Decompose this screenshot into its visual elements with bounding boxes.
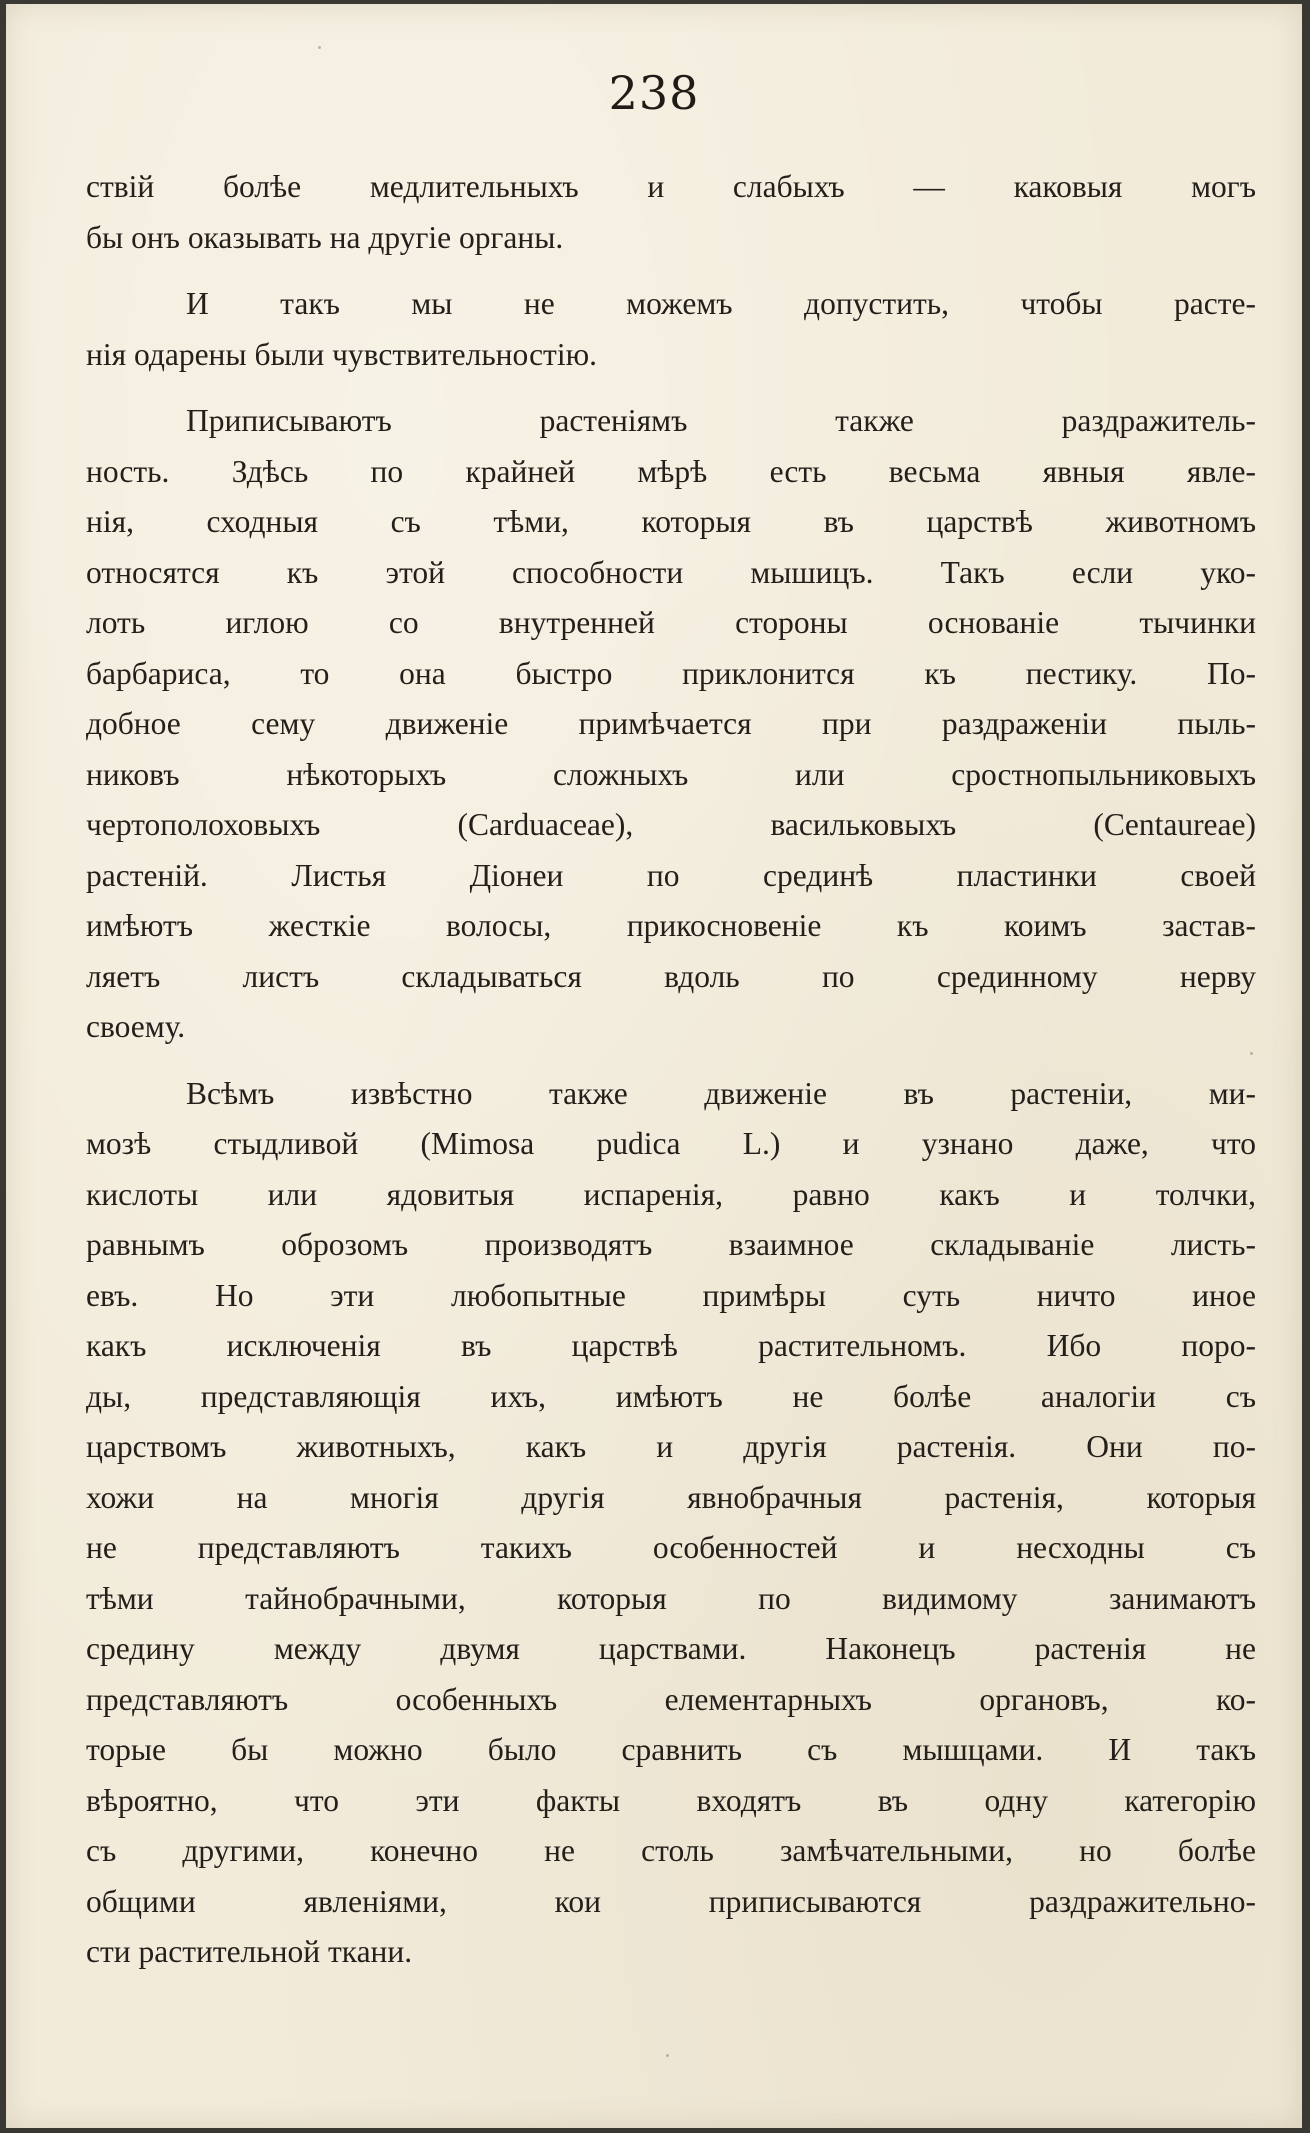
text-line: лоть иглою со внутренней стороны основаніе тычинки	[86, 605, 1256, 640]
text-line: хожи на многія другія явнобрачныя растенія, которыя	[86, 1479, 1256, 1515]
text-line: И такъ мы не можемъ допустить, чтобы расте-	[186, 286, 1256, 321]
text-line: ды, представляющія ихъ, имѣютъ не болѣе аналогіи съ	[86, 1378, 1256, 1414]
paragraph	[86, 279, 1256, 380]
text-line: своему.	[86, 1009, 186, 1044]
text-line: торые бы можно было сравнить съ мышцами. И такъ	[86, 1732, 1256, 1767]
text-line: Приписываютъ растеніямъ также раздражитель-	[186, 403, 1256, 438]
text-line: ляетъ листъ складываться вдоль по срединному нерву	[86, 958, 1256, 994]
text-line: какъ исключенія въ царствѣ растительномъ. Ибо поро-	[86, 1328, 1256, 1363]
text-line: тѣми тайнобрачными, которыя по видимому занимаютъ	[86, 1580, 1256, 1616]
text-line: средину между двумя царствами. Наконецъ растенія не	[86, 1631, 1256, 1666]
text-line: никовъ нѣкоторыхъ сложныхъ или сростнопыльниковыхъ	[86, 756, 1256, 792]
text-line: равнымъ оброзомъ производятъ взаимное складываніе листь-	[86, 1227, 1256, 1262]
book-page	[6, 4, 1302, 2128]
text-line: добное сему движеніе примѣчается при раздраженіи пыль-	[86, 706, 1256, 741]
text-line: вѣроятно, что эти факты входятъ въ одну категорію	[86, 1782, 1256, 1818]
text-line: ствій болѣе медлительныхъ и слабыхъ — каковыя могъ	[86, 169, 1256, 204]
text-line: ность. Здѣсь по крайней мѣрѣ есть весьма явныя явле-	[86, 453, 1256, 489]
paper-speck	[1250, 1052, 1253, 1055]
text-line: барбариса, то она быстро приклонится къ пестику. По-	[86, 655, 1256, 691]
text-line: не представляютъ такихъ особенностей и несходны съ	[86, 1530, 1256, 1565]
text-line: сти растительной ткани.	[86, 1934, 413, 1969]
paragraph	[86, 1069, 1256, 1978]
paper-speck	[318, 46, 321, 49]
text-line: относятся къ этой способности мышицъ. Такъ если уко-	[86, 554, 1256, 590]
paragraph	[86, 162, 1256, 263]
text-line: чертополоховыхъ (Carduaceae), васильковыхъ (Centaureae)	[86, 807, 1256, 842]
text-line: имѣютъ жесткіе волосы, прикосновеніе къ коимъ застав-	[86, 908, 1256, 943]
text-line: мозѣ стыдливой (Mimosa pudica L.) и узнано даже, что	[86, 1126, 1256, 1161]
text-line: нія одарены были чувствительностію.	[86, 336, 597, 372]
text-line: кислоты или ядовитыя испаренія, равно какъ и толчки,	[86, 1176, 1256, 1212]
text-line: общими явленіями, кои приписываются раздражительно-	[86, 1883, 1256, 1919]
text-line: бы онъ оказывать на другіе органы.	[86, 219, 564, 255]
page-number: 238	[608, 66, 700, 120]
paragraph	[86, 396, 1256, 1053]
text-line: нія, сходныя съ тѣми, которыя въ царствѣ животномъ	[86, 504, 1256, 539]
text-line: представляютъ особенныхъ елементарныхъ органовъ, ко-	[86, 1681, 1256, 1717]
text-line: царствомъ животныхъ, какъ и другія растенія. Они по-	[86, 1429, 1256, 1464]
page-body-text	[86, 162, 1256, 1994]
text-line: растеній. Листья Діонеи по срединѣ пластинки своей	[86, 857, 1256, 893]
paper-speck	[666, 2054, 669, 2057]
text-line: съ другими, конечно не столь замѣчательными, но болѣе	[86, 1833, 1256, 1868]
text-line: Всѣмъ извѣстно также движеніе въ растеніи, ми-	[186, 1075, 1256, 1111]
text-line: евъ. Но эти любопытные примѣры суть ничто иное	[86, 1277, 1256, 1313]
